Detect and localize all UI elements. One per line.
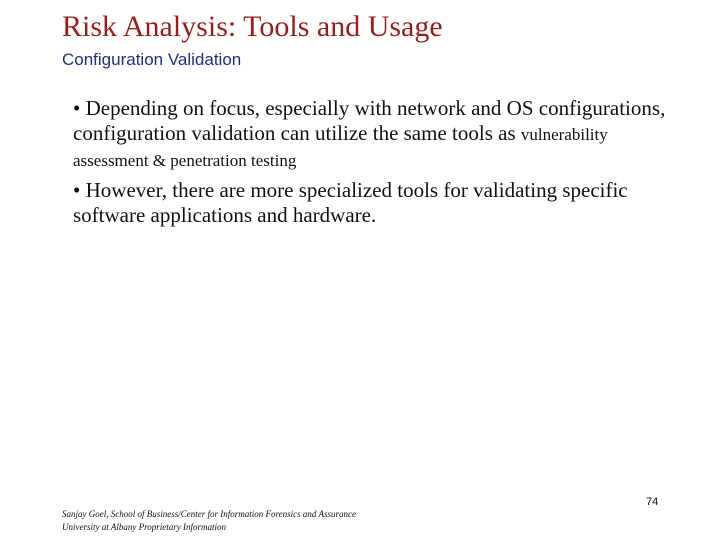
bullet-marker: • [73,178,81,202]
bullet-text: Depending on focus, especially with network and OS configurations, configuration validation can utilize the same tools as [73,96,666,145]
slide-subtitle: Configuration Validation [62,50,242,69]
bullet-item [73,96,673,173]
footer-proprietary-line: University at Albany Proprietary Information [62,522,226,532]
slide-body [73,96,673,233]
bullet-text: However, there are more specialized tools for validating specific software applications and hardware. [73,178,628,227]
footer-author-line: Sanjay Goel, School of Business/Center for Information Forensics and Assurance [62,509,356,519]
bullet-marker: • [73,96,81,120]
slide-title: Risk Analysis: Tools and Usage [62,10,443,43]
page-number: 74 [646,496,659,508]
slide-footer [62,508,356,534]
bullet-item [73,178,673,228]
bullet-text-small: vulnerability assessment & penetration testing [73,125,608,170]
